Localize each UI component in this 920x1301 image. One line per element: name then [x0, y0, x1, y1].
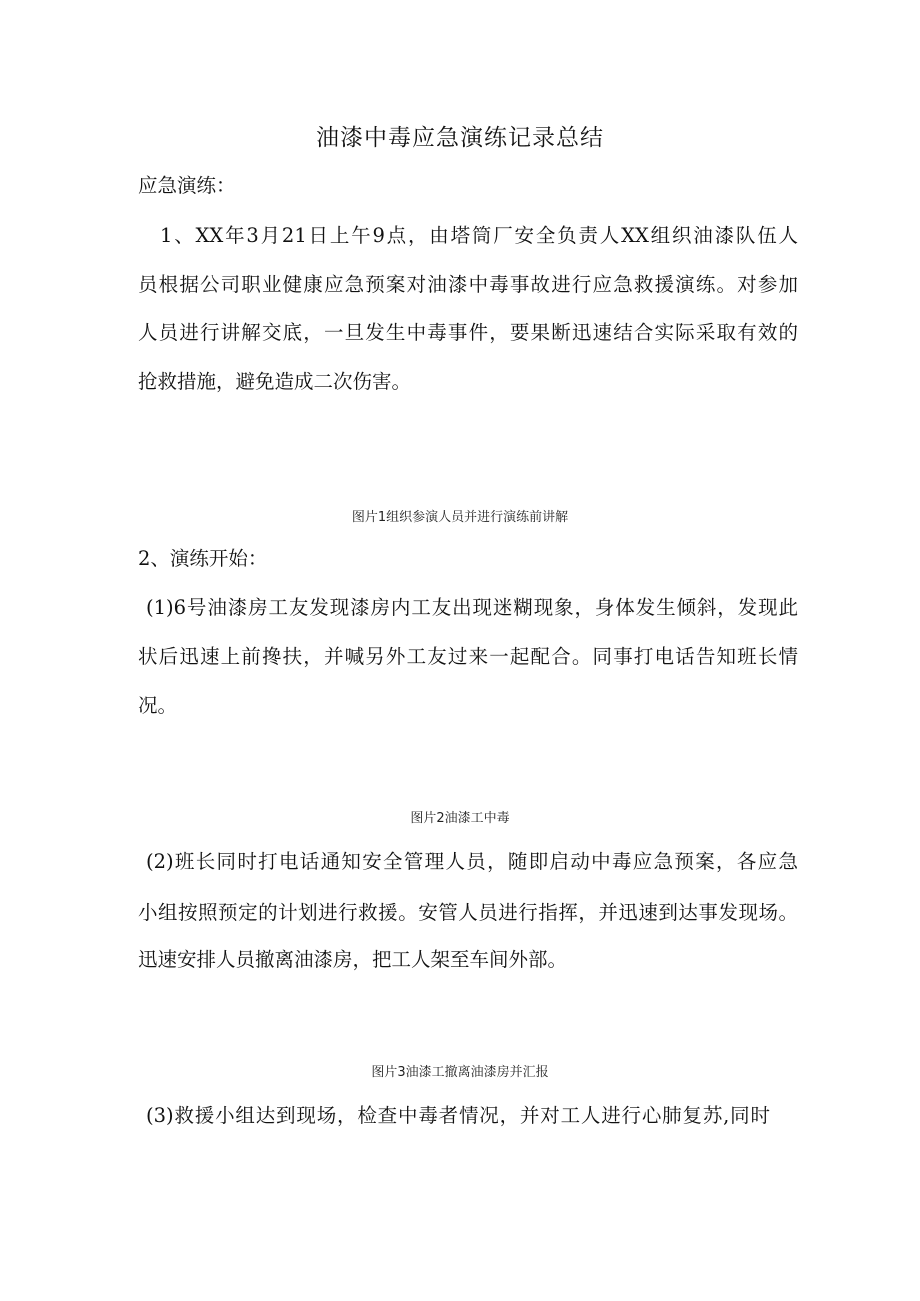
figure-caption-1: 图片1组织参演人员并进行演练前讲解: [351, 510, 569, 525]
paragraph-3-line-1: (2)班长同时打电话通知安全管理人员，随即启动中毒应急预案，各应急: [146, 850, 798, 873]
figure-caption-2: 图片2油漆工中毒: [410, 811, 510, 826]
paragraph-3-line-2: 小组按照预定的计划进行救援。安管人员进行指挥，并迅速到达事发现场。: [138, 901, 798, 924]
paragraph-1-line-2: 员根据公司职业健康应急预案对油漆中毒事故进行应急救援演练。对参加: [138, 273, 798, 296]
paragraph-4-line-1: (3)救援小组达到现场，检查中毒者情况，并对工人进行心肺复苏,同时: [146, 1104, 770, 1127]
paragraph-1-line-4: 抢救措施，避免造成二次伤害。: [138, 370, 412, 393]
paragraph-2-line-2: 状后迅速上前搀扶，并喊另外工友过来一起配合。同事打电话告知班长情: [138, 645, 798, 668]
figure-caption-3: 图片3油漆工撤离油漆房并汇报: [371, 1065, 549, 1080]
paragraph-1-line-1: 1、XX年3月21日上午9点，由塔筒厂安全负责人XX组织油漆队伍人: [160, 224, 798, 247]
paragraph-1-line-3: 人员进行讲解交底，一旦发生中毒事件，要果断迅速结合实际采取有效的: [138, 321, 798, 344]
paragraph-2-line-1: (1)6号油漆房工友发现漆房内工友出现迷糊现象，身体发生倾斜，发现此: [146, 596, 798, 619]
section-heading: 应急演练：: [138, 174, 236, 197]
step-heading: 2、演练开始：: [138, 547, 268, 570]
paragraph-3-line-3: 迅速安排人员撤离油漆房，把工人架至车间外部。: [138, 948, 568, 971]
document-title: 油漆中毒应急演练记录总结: [316, 125, 604, 151]
paragraph-2-line-3: 况。: [138, 694, 178, 717]
